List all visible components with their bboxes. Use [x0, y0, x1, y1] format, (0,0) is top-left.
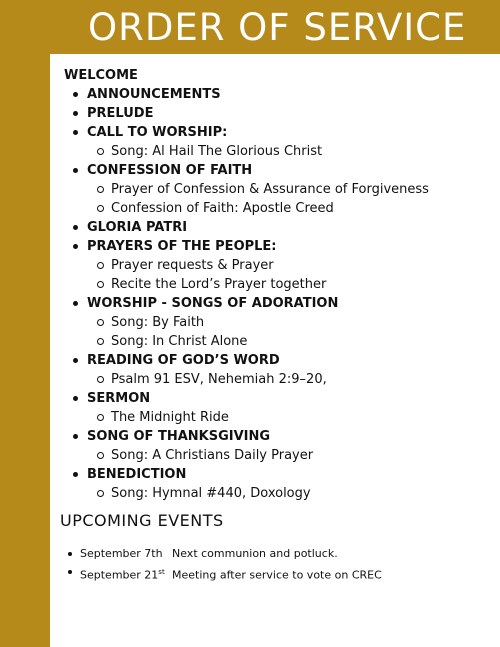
service-subitem-label: Confession of Faith: Apostle Creed	[111, 201, 334, 216]
service-subitems-list	[64, 313, 494, 351]
service-subitem	[64, 332, 494, 351]
service-subitem	[64, 275, 494, 294]
circle-bullet-icon	[97, 490, 104, 497]
service-item-label: CALL TO WORSHIP:	[87, 125, 228, 140]
service-subitems-list	[64, 142, 494, 161]
service-subitem	[64, 484, 494, 503]
service-item-label: WORSHIP - SONGS OF ADORATION	[87, 296, 339, 311]
circle-bullet-icon	[97, 338, 104, 345]
service-subitems-list	[64, 180, 494, 218]
service-subitem-label: Recite the Lord’s Prayer together	[111, 277, 327, 292]
service-subitem	[64, 446, 494, 465]
bullet-icon	[68, 552, 72, 556]
service-item-label: READING OF GOD’S WORD	[87, 353, 280, 368]
bullet-icon	[68, 570, 72, 574]
service-subitems-list	[64, 408, 494, 427]
service-item-label: ANNOUNCEMENTS	[87, 87, 221, 102]
service-subitems-list	[64, 446, 494, 465]
service-item-label: PRAYERS OF THE PEOPLE:	[87, 239, 277, 254]
service-subitem	[64, 180, 494, 199]
service-subitem-label: Song: By Faith	[111, 315, 205, 330]
service-item	[64, 237, 494, 256]
service-item	[64, 85, 494, 104]
circle-bullet-icon	[97, 262, 104, 269]
service-item	[64, 294, 494, 313]
event-date	[80, 563, 172, 585]
service-subitem	[64, 313, 494, 332]
bullet-icon	[73, 92, 78, 97]
circle-bullet-icon	[97, 376, 104, 383]
service-item	[64, 123, 494, 142]
event-description: Next communion and potluck.	[172, 547, 338, 560]
service-item	[64, 465, 494, 484]
bullet-icon	[73, 396, 78, 401]
event-date-text: September 7th	[80, 547, 163, 560]
service-subitems-list	[64, 484, 494, 503]
service-subitem-label: Song: Al Hail The Glorious Christ	[111, 144, 323, 159]
left-accent-stripe	[0, 54, 50, 647]
welcome-heading: WELCOME	[64, 68, 138, 83]
event-item	[66, 563, 486, 585]
service-item-label: BENEDICTION	[87, 467, 187, 482]
order-of-service	[64, 66, 494, 503]
service-item-label: GLORIA PATRI	[87, 220, 188, 235]
service-subitems-list	[64, 370, 494, 389]
service-subitems-list	[64, 256, 494, 294]
service-subitem	[64, 408, 494, 427]
circle-bullet-icon	[97, 452, 104, 459]
bullet-icon	[73, 472, 78, 477]
bullet-icon	[73, 301, 78, 306]
event-date-suffix: st	[158, 568, 165, 576]
bullet-icon	[73, 244, 78, 249]
service-item	[64, 104, 494, 123]
circle-bullet-icon	[97, 281, 104, 288]
service-subitem-label: Prayer of Confession & Assurance of Forgiveness	[111, 182, 429, 197]
service-subitem-label: Song: Hymnal #440, Doxology	[111, 486, 311, 501]
service-item	[64, 389, 494, 408]
bullet-icon	[73, 168, 78, 173]
service-item	[64, 218, 494, 237]
circle-bullet-icon	[97, 186, 104, 193]
bullet-icon	[73, 225, 78, 230]
bullet-icon	[73, 434, 78, 439]
service-item	[64, 427, 494, 446]
service-item	[64, 351, 494, 370]
service-item-label: SERMON	[87, 391, 151, 406]
service-items-list	[64, 85, 494, 503]
page-title: ORDER OF SERVICE	[88, 6, 467, 49]
bullet-icon	[73, 111, 78, 116]
service-subitem-label: Song: In Christ Alone	[111, 334, 248, 349]
service-subitem	[64, 370, 494, 389]
service-subitem	[64, 256, 494, 275]
event-description: Meeting after service to vote on CREC	[172, 568, 382, 582]
service-subitem-label: Song: A Christians Daily Prayer	[111, 448, 314, 463]
service-subitem-label: The Midnight Ride	[111, 410, 229, 425]
service-item	[64, 161, 494, 180]
circle-bullet-icon	[97, 319, 104, 326]
service-item-label: CONFESSION OF FAITH	[87, 163, 253, 178]
service-subitem	[64, 142, 494, 161]
circle-bullet-icon	[97, 148, 104, 155]
service-subitem-label: Psalm 91 ESV, Nehemiah 2:9–20,	[111, 372, 327, 387]
service-item-label: PRELUDE	[87, 106, 154, 121]
upcoming-events-list	[66, 545, 486, 585]
circle-bullet-icon	[97, 414, 104, 421]
circle-bullet-icon	[97, 205, 104, 212]
event-date-text: September 21	[80, 568, 159, 582]
bullet-icon	[73, 358, 78, 363]
service-subitem	[64, 199, 494, 218]
bullet-icon	[73, 130, 78, 135]
event-date	[80, 545, 172, 563]
event-item	[66, 545, 486, 563]
service-subitem-label: Prayer requests & Prayer	[111, 258, 274, 273]
service-item-label: SONG OF THANKSGIVING	[87, 429, 271, 444]
upcoming-events-heading: UPCOMING EVENTS	[60, 511, 224, 530]
